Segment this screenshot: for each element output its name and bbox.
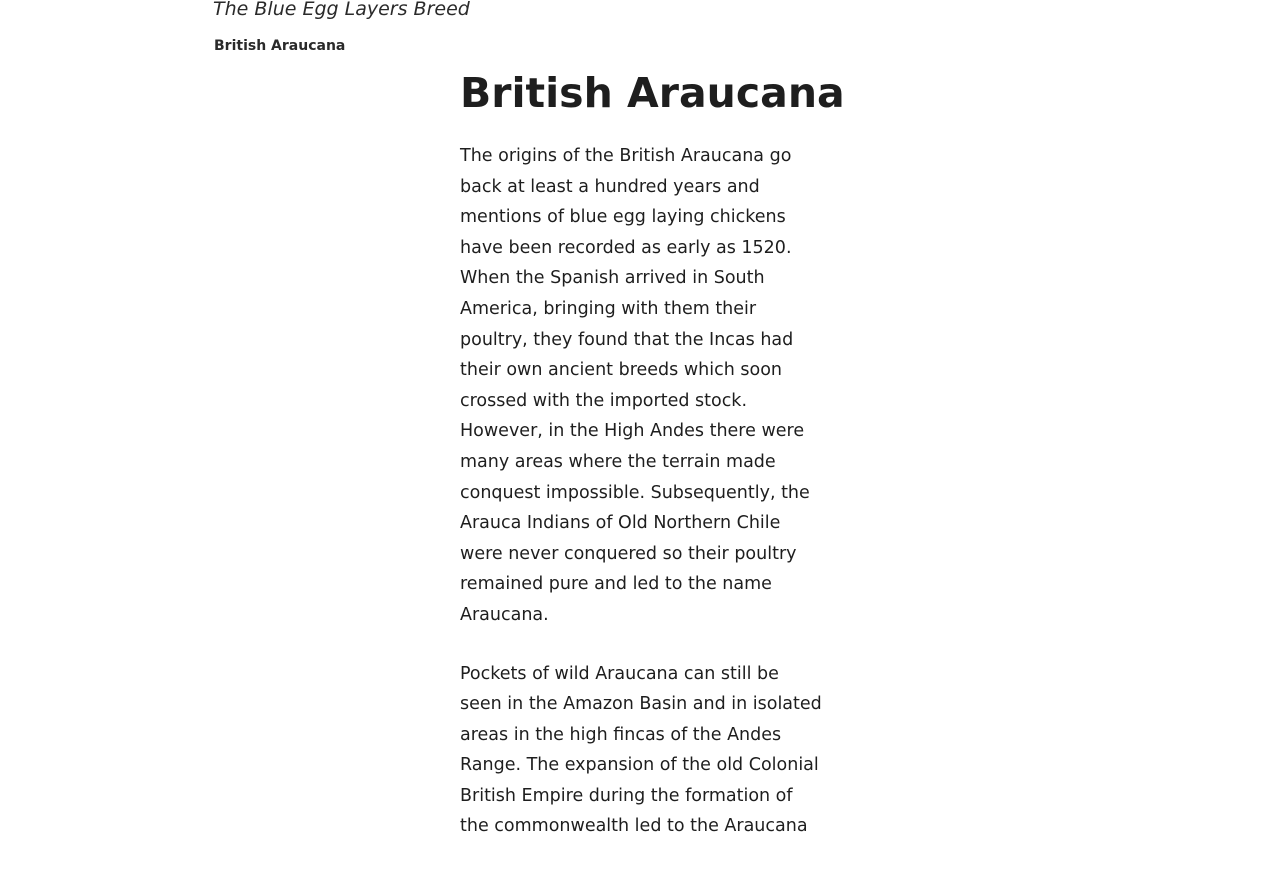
article [460,66,845,870]
article-paragraph-origins: The origins of the British Araucana go back at least a hundred years and mentions of blue egg laying chickens have been recorded as early as 1520. When the Spanish arrived in South America, bringing with them their poultry, they found that the Incas had their own ancient breeds which soon crossed with the imported stock. However, in the High Andes there were many areas where the terrain made conquest impossible. Subsequently, the Arauca Indians of Old Northern Chile were never conquered so their poultry remained pure and led to the name Araucana. [460,146,810,625]
site-tagline: The Blue Egg Layers Breed [213,0,470,20]
breadcrumb-current-page[interactable]: British Araucana [214,38,346,54]
page-title: British Araucana [460,69,845,117]
article-paragraph-wild-araucana: Pockets of wild Araucana can still be seen in the Amazon Basin and in isolated areas in the high fincas of the Andes Range. The expansion of the old Colonial British Empire during the formation of the commonwealth led to the Araucana [460,663,822,837]
